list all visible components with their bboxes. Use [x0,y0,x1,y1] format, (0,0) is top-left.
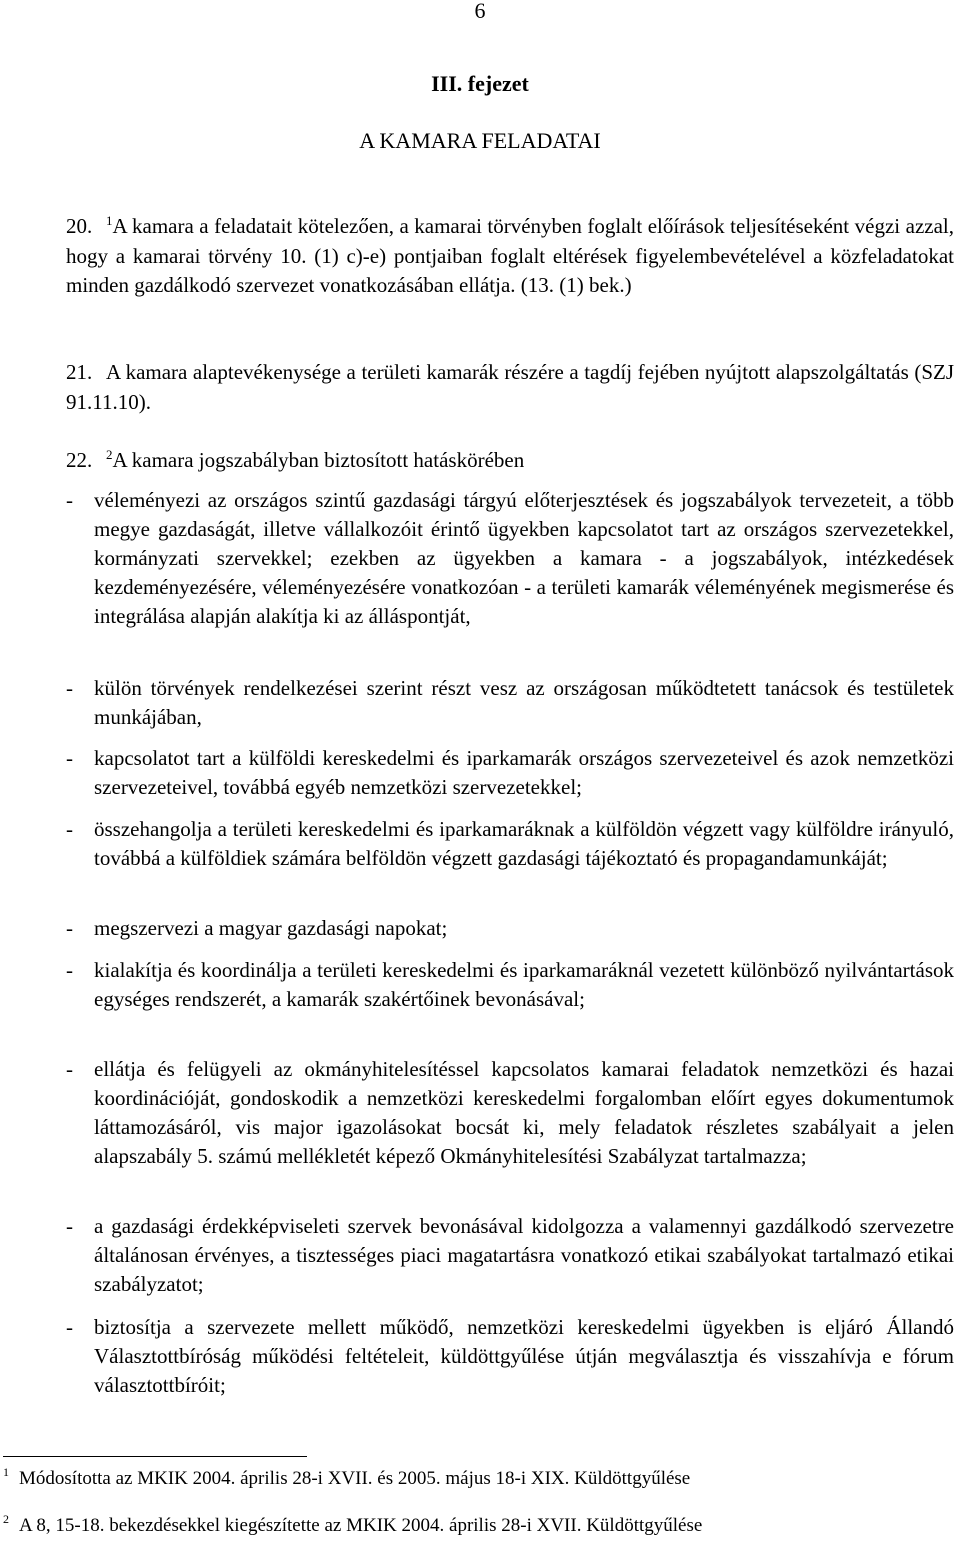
footnote-text: Módosította az MKIK 2004. április 28-i XVII. és 2005. május 18-i XIX. Küldöttgyűlése [19,1468,691,1489]
section-text: A kamara a feladatait kötelezően, a kamarai törvényben foglalt előírások teljesítéseként végzi azzal, hogy a kamarai törvény 10. (1) c)-e) pontjaiban foglalt eltérések figyelembevételével a közfeladatokat minden gazdálkodó szervezet vonatkozásában ellátja. (13. (1) bek.) [66,214,954,297]
list-item [66,744,954,802]
list-item [66,1055,954,1171]
section-number: 20. [66,214,93,238]
list-item-text: kapcsolatot tart a külföldi kereskedelmi és iparkamarák országos szervezeteivel és azok nemzetközi szervezeteivel, továbbá egyéb nemzetközi szervezetekkel; [94,746,954,799]
list-dash: - [66,916,73,940]
chapter-heading: III. fejezet [431,71,529,96]
list-item-text: biztosítja a szervezete mellett működő, nemzetközi kereskedelmi ügyekben is eljáró Állandó Választottbíróság működési feltételeit, küldöttgyűlése útján megválasztja és visszahívja e fórum választottbíróit; [94,1315,954,1397]
footnote-text: A 8, 15-18. bekezdésekkel kiegészítette az MKIK 2004. április 28-i XVII. Küldöttgyűlése [19,1515,703,1536]
list-dash: - [66,488,73,512]
list-dash: - [66,817,73,841]
list-item [66,1212,954,1299]
list-item-text: ellátja és felügyeli az okmányhitelesítéssel kapcsolatos kamarai feladatok nemzetközi és hazai koordinációját, gondoskodik a nemzetközi kereskedelmi forgalomban előírt egyes dokumentumok láttamozásáról, vis major igazolásokat bocsát ki, mely feladatok részletes szabályait a jelen alapszabály 5. számú mellékletét képező Okmányhitelesítési Szabályzat tartalmazza; [94,1057,954,1168]
footnote-separator [3,1456,307,1457]
list-dash: - [66,676,73,700]
list-item-text: a gazdasági érdekképviseleti szervek bevonásával kidolgozza a valamennyi gazdálkodó szervezetre általánosan érvényes, a tisztességes piaci magatartásra vonatkozó etikai szabályokat tartalmazó etikai szabályzatot; [94,1214,954,1296]
section-text: A kamara jogszabályban biztosított hatáskörében [112,448,525,472]
footnote-2 [3,1514,903,1538]
list-dash: - [66,1315,73,1339]
list-item [66,815,954,873]
list-item-text: kialakítja és koordinálja a területi kereskedelmi és iparkamaráknál vezetett különböző nyilvántartások egységes rendszerét, a kamarák szakértőinek bevonásával; [94,958,954,1011]
section-number: 21. [66,360,93,384]
footnote-number: 1 [3,1465,9,1479]
list-item-text: megszervezi a magyar gazdasági napokat; [94,916,448,940]
list-dash: - [66,958,73,982]
list-dash: - [66,1214,73,1238]
chapter-title: A KAMARA FELADATAI [359,128,601,153]
section-text: A kamara alaptevékenysége a területi kamarák részére a tagdíj fejében nyújtott alapszolgáltatás (SZJ 91.11.10). [66,360,954,414]
footnote-number: 2 [3,1512,9,1526]
page-number: 6 [474,0,486,23]
section-21 [66,358,954,417]
footnote-ref: 1 [106,213,113,228]
list-item [66,1313,954,1400]
section-20 [66,212,954,301]
list-dash: - [66,746,73,770]
list-item [66,674,954,732]
footnote-ref: 2 [106,447,113,462]
footnote-1 [3,1467,903,1491]
section-22 [66,446,954,476]
list-item [66,486,954,631]
list-item-text: összehangolja a területi kereskedelmi és iparkamaráknak a külföldön végzett vagy külföldre irányuló, továbbá a külföldiek számára belföldön végzett gazdasági tájékoztató és propagandamunkáját; [94,817,954,870]
list-item-text: külön törvények rendelkezései szerint részt vesz az országosan működtetett tanácsok és testületek munkájában, [94,676,954,729]
section-number: 22. [66,448,93,472]
list-item [66,914,954,943]
list-item-text: véleményezi az országos szintű gazdasági tárgyú előterjesztések és jogszabályok tervezeteit, a több megye gazdaságát, illetve vállalkozóit érintő ügyekben kapcsolatot tart az országos szervezetekkel, kormányzati szervekkel; ezekben az ügyekben a kamara - a jogszabályok, intézkedések kezdeményezésére, véleményezésére vonatkozóan - a területi kamarák véleményének megismerése és integrálása alapján alakítja ki az álláspontját, [94,488,954,628]
list-item [66,956,954,1014]
list-dash: - [66,1057,73,1081]
